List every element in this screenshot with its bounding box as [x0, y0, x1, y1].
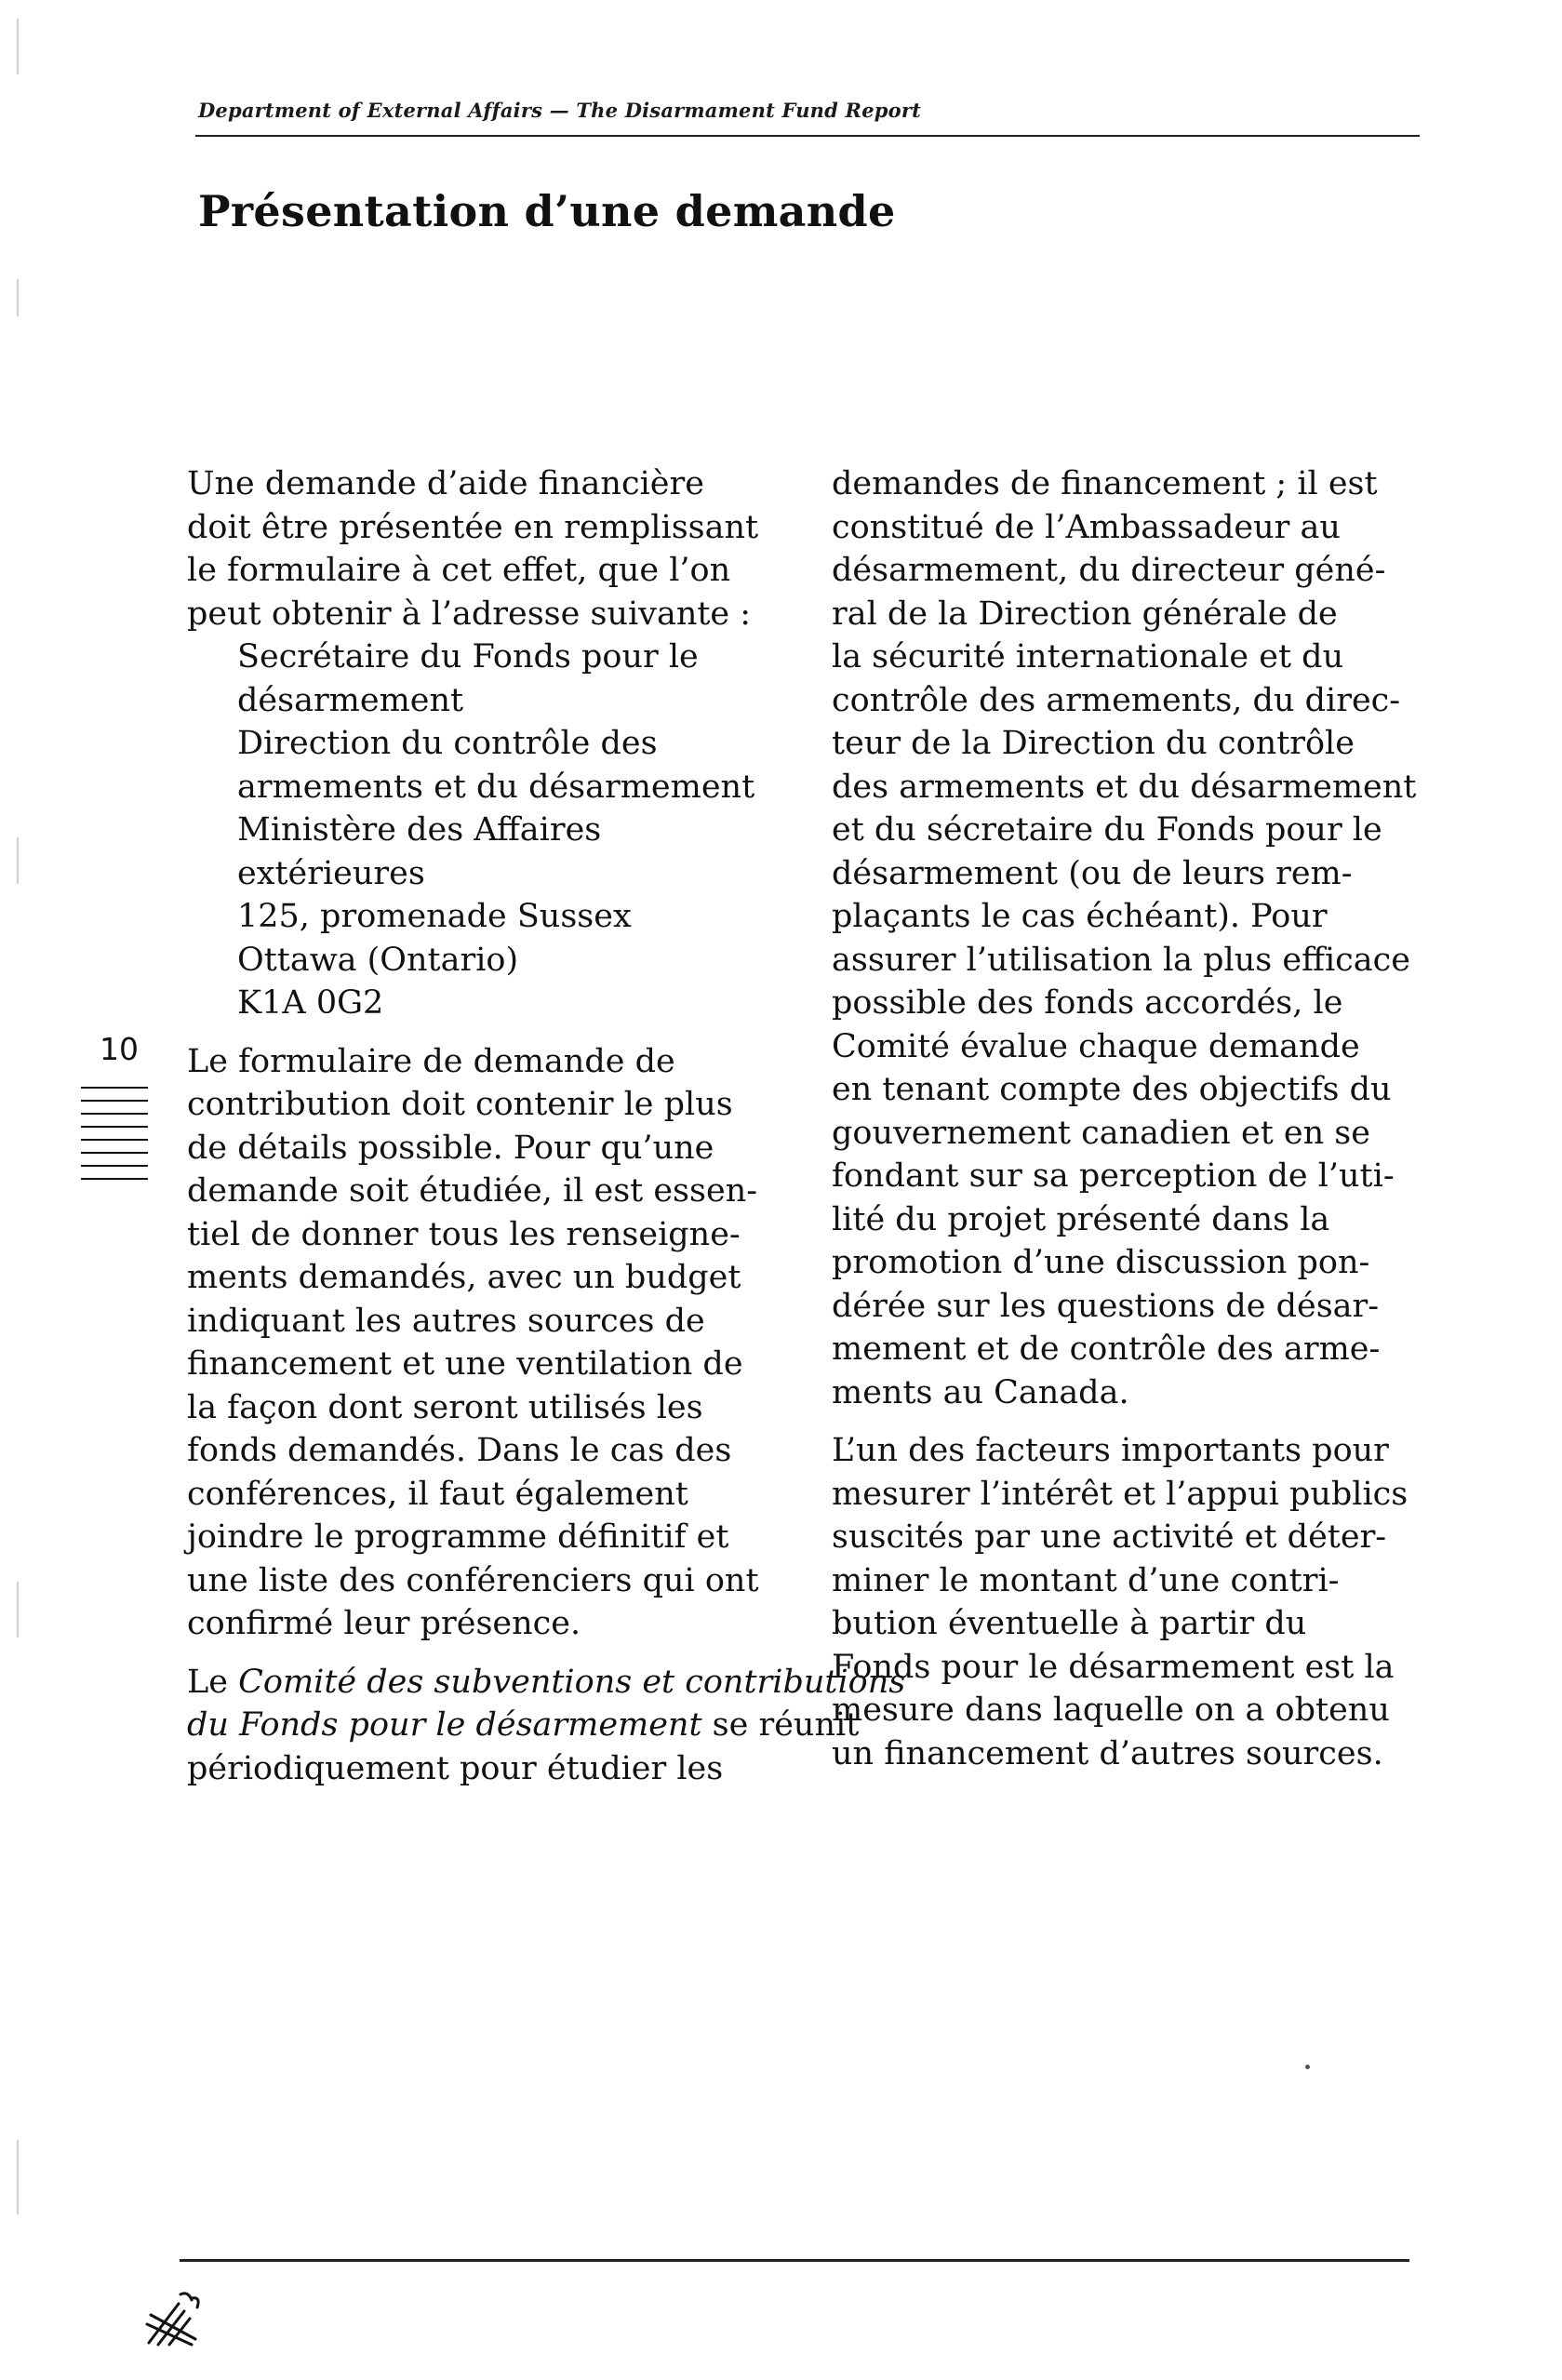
page-title: Présentation d’une demande [198, 186, 896, 236]
sheaf-emblem-icon [140, 2287, 214, 2352]
margin-bar [81, 1113, 148, 1115]
address-line: K1A 0G2 [237, 984, 384, 1022]
text-line: fonds demandés. Dans le cas des [187, 1432, 732, 1469]
text-line [187, 1704, 860, 1747]
margin-bar [81, 1165, 148, 1167]
text-line: une liste des conférenciers qui ont [187, 1561, 759, 1599]
page-number: 10 [100, 1031, 139, 1067]
scan-mark [17, 2140, 19, 2214]
text-line: tiel de donner tous les renseigne- [187, 1215, 741, 1253]
scan-mark [17, 837, 19, 884]
paragraph-gap [187, 1646, 792, 1661]
text-line: et du sécretaire du Fonds pour le [832, 811, 1382, 849]
right-column [832, 462, 1436, 1775]
address-line: Ministère des Affaires [237, 811, 602, 849]
address-line: Direction du contrôle des [237, 725, 658, 762]
committee-paragraph [187, 1661, 906, 1791]
text-line: dérée sur les questions de désar- [832, 1287, 1380, 1325]
text-line: contribution doit contenir le plus [187, 1086, 733, 1123]
margin-bar [81, 1087, 148, 1089]
text-line: ments demandés, avec un budget [187, 1259, 741, 1296]
text-line: ments au Canada. [832, 1373, 1129, 1411]
margin-bar [81, 1126, 148, 1128]
text-line: constitué de l’Ambassadeur au [832, 508, 1341, 546]
text-line: Fonds pour le désarmement est la [832, 1648, 1395, 1686]
margin-bar [81, 1152, 148, 1154]
text-line: miner le montant d’une contri- [832, 1561, 1340, 1599]
text-line: suscités par une activité et déter- [832, 1518, 1387, 1556]
scan-speck [1305, 2065, 1310, 2069]
text-line: promotion d’une discussion pon- [832, 1244, 1370, 1281]
text-line: financement et une ventilation de [187, 1345, 743, 1383]
text-line: L’un des facteurs importants pour [832, 1432, 1389, 1469]
text-line: peut obtenir à l’adresse suivante : [187, 595, 752, 633]
text-line: assurer l’utilisation la plus efficace [832, 941, 1410, 979]
text-line: demande soit étudiée, il est essen- [187, 1172, 758, 1210]
text-line: conférences, il faut également [187, 1475, 688, 1513]
text-line: mesurer l’intérêt et l’appui publics [832, 1475, 1408, 1513]
text-line: désarmement (ou de leurs rem- [832, 854, 1353, 892]
margin-bar [81, 1100, 148, 1102]
text-line: de détails possible. Pour qu’une [187, 1129, 714, 1167]
text-line: des armements et du désarmement [832, 768, 1417, 806]
margin-bar [81, 1139, 148, 1141]
intro-paragraph [187, 462, 792, 635]
scan-mark [17, 279, 19, 316]
text-line: plaçants le cas échéant). Pour [832, 898, 1328, 935]
margin-bars [81, 1087, 148, 1191]
text-run: Le [187, 1663, 239, 1701]
text-line: confirmé leur présence. [187, 1605, 581, 1642]
address-line: extérieures [237, 854, 425, 892]
text-line: Le formulaire de demande de [187, 1042, 675, 1080]
text-line: Comité évalue chaque demande [832, 1027, 1360, 1065]
header-rule [195, 135, 1420, 137]
committee-continued-paragraph [832, 462, 1436, 1414]
text-line: Une demande d’aide financière [187, 465, 704, 502]
text-line: lité du projet présenté dans la [832, 1200, 1330, 1238]
text-line: ral de la Direction générale de [832, 595, 1338, 633]
address-line: armements et du désarmement [237, 768, 755, 806]
address-line: Secrétaire du Fonds pour le [237, 638, 699, 675]
text-line: bution éventuelle à partir du [832, 1605, 1307, 1642]
text-line: indiquant les autres sources de [187, 1302, 705, 1340]
running-header: Department of External Affairs — The Disarmament Fund Report [198, 99, 922, 122]
text-line: fondant sur sa perception de l’uti- [832, 1157, 1395, 1195]
paragraph-gap [832, 1414, 1436, 1429]
text-line: joindre le programme définitif et [187, 1518, 729, 1556]
paragraph-gap [187, 1025, 792, 1040]
committee-name-italic: du Fonds pour le désarmement [187, 1706, 702, 1744]
text-line: possible des fonds accordés, le [832, 984, 1343, 1022]
text-line: périodiquement pour étudier les [187, 1749, 724, 1787]
text-line: en tenant compte des objectifs du [832, 1071, 1392, 1108]
text-line: la façon dont seront utilisés les [187, 1388, 703, 1426]
scan-mark [17, 1582, 19, 1638]
text-line: mement et de contrôle des arme- [832, 1330, 1381, 1368]
text-line: doit être présentée en remplissant [187, 508, 759, 546]
text-run: se réunit [701, 1706, 860, 1744]
left-column [187, 462, 906, 1790]
text-line: demandes de financement ; il est [832, 465, 1378, 502]
footer-rule [180, 2259, 1409, 2262]
text-line [187, 1661, 906, 1705]
margin-bar [81, 1178, 148, 1180]
text-line: désarmement, du directeur géné- [832, 552, 1386, 589]
scan-edge [0, 0, 65, 2380]
text-line: un financement d’autres sources. [832, 1734, 1383, 1772]
text-line: la sécurité internationale et du [832, 638, 1344, 675]
text-line: mesure dans laquelle on a obtenu [832, 1691, 1390, 1729]
address-line: désarmement [237, 681, 464, 719]
text-line: le formulaire à cet effet, que l’on [187, 552, 731, 589]
text-line: contrôle des armements, du direc- [832, 681, 1401, 719]
text-line: teur de la Direction du contrôle [832, 725, 1355, 762]
scan-mark [17, 19, 19, 74]
address-line: Ottawa (Ontario) [237, 941, 519, 979]
text-line: gouvernement canadien et en se [832, 1114, 1370, 1152]
form-paragraph [187, 1040, 792, 1646]
address-line: 125, promenade Sussex [237, 898, 632, 935]
sheaf-emblem-graphic [140, 2287, 214, 2352]
committee-name-italic: Comité des subventions et contributions [238, 1663, 906, 1701]
factors-paragraph [832, 1429, 1436, 1775]
mailing-address [187, 635, 792, 1025]
